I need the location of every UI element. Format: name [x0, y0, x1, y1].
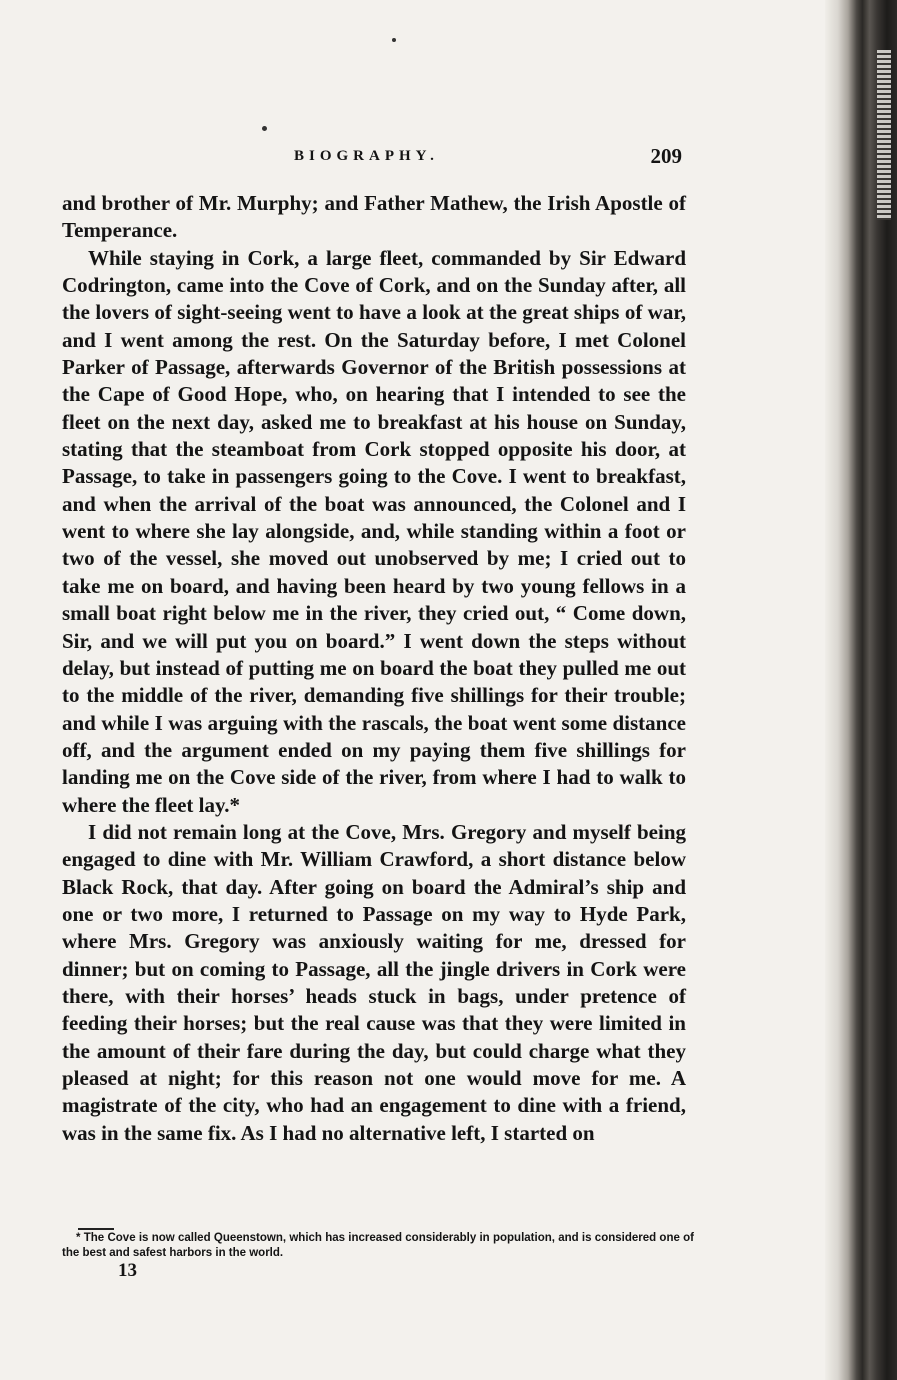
- body-text: [62, 190, 686, 1147]
- paragraph: While staying in Cork, a large fleet, commanded by Sir Edward Codrington, came into the Cove of Cork, and on the Sunday after, all the lovers of sight-seeing went to have a look at the great ships of war, and I went among the rest. On the Saturday before, I met Colonel Parker of Passage, afterwards Governor of the British possessions at the Cape of Good Hope, who, on hearing that I intended to see the fleet on the next day, asked me to breakfast at his house on Sunday, stating that the steamboat from Cork stopped opposite his door, at Passage, to take in passengers going to the Cove. I went to breakfast, and when the arrival of the boat was announced, the Colonel and I went to where she lay alongside, and, while standing within a foot or two of the vessel, she moved out unobserved by me; I cried out to take me on board, and having been heard by two young fellows in a small boat right below me in the river, they cried out, “ Come down, Sir, and we will put you on board.” I went down the steps without delay, but instead of putting me on board the boat they pulled me out to the middle of the river, demanding five shillings for their trouble; and while I was arguing with the rascals, the boat went some distance off, and the argument ended on my paying them five shillings for landing me on the Cove side of the river, from where I had to walk to where the fleet lay.*: [62, 245, 686, 817]
- footnote: [62, 1231, 694, 1261]
- running-title: BIOGRAPHY.: [294, 148, 439, 164]
- signature-mark: 13: [118, 1260, 137, 1281]
- running-head: [60, 144, 690, 174]
- paragraph: I did not remain long at the Cove, Mrs. Gregory and myself being engaged to dine with Mr. William Crawford, a short distance below Black Rock, that day. After going on board the Admiral’s ship and one or two more, I returned to Passage on my way to Hyde Park, where Mrs. Gregory was anxiously waiting for me, dressed for dinner; but on coming to Passage, all the jingle drivers in Cork were there, with their horses’ heads stuck in bags, under pretence of feeding their horses; but the real cause was that they were limited in the amount of their fare during the day, but could charge what they pleased at night; for this reason not one would move for me. A magistrate of the city, who had an engagement to dine with a friend, was in the same fix. As I had no alternative left, I started on: [62, 819, 686, 1145]
- book-binding-edge: [825, 0, 897, 1380]
- footnote-rule: [78, 1228, 114, 1230]
- footnote-text: * The Cove is now called Queenstown, which has increased considerably in population, and is considered one of the best and safest harbors in the world.: [62, 1232, 694, 1259]
- paragraph: and brother of Mr. Murphy; and Father Mathew, the Irish Apostle of Temperance.: [62, 191, 686, 243]
- ink-speck: [392, 38, 396, 42]
- binding-stripe: [877, 50, 891, 220]
- page-number: 209: [650, 144, 682, 168]
- ink-speck: [262, 126, 267, 131]
